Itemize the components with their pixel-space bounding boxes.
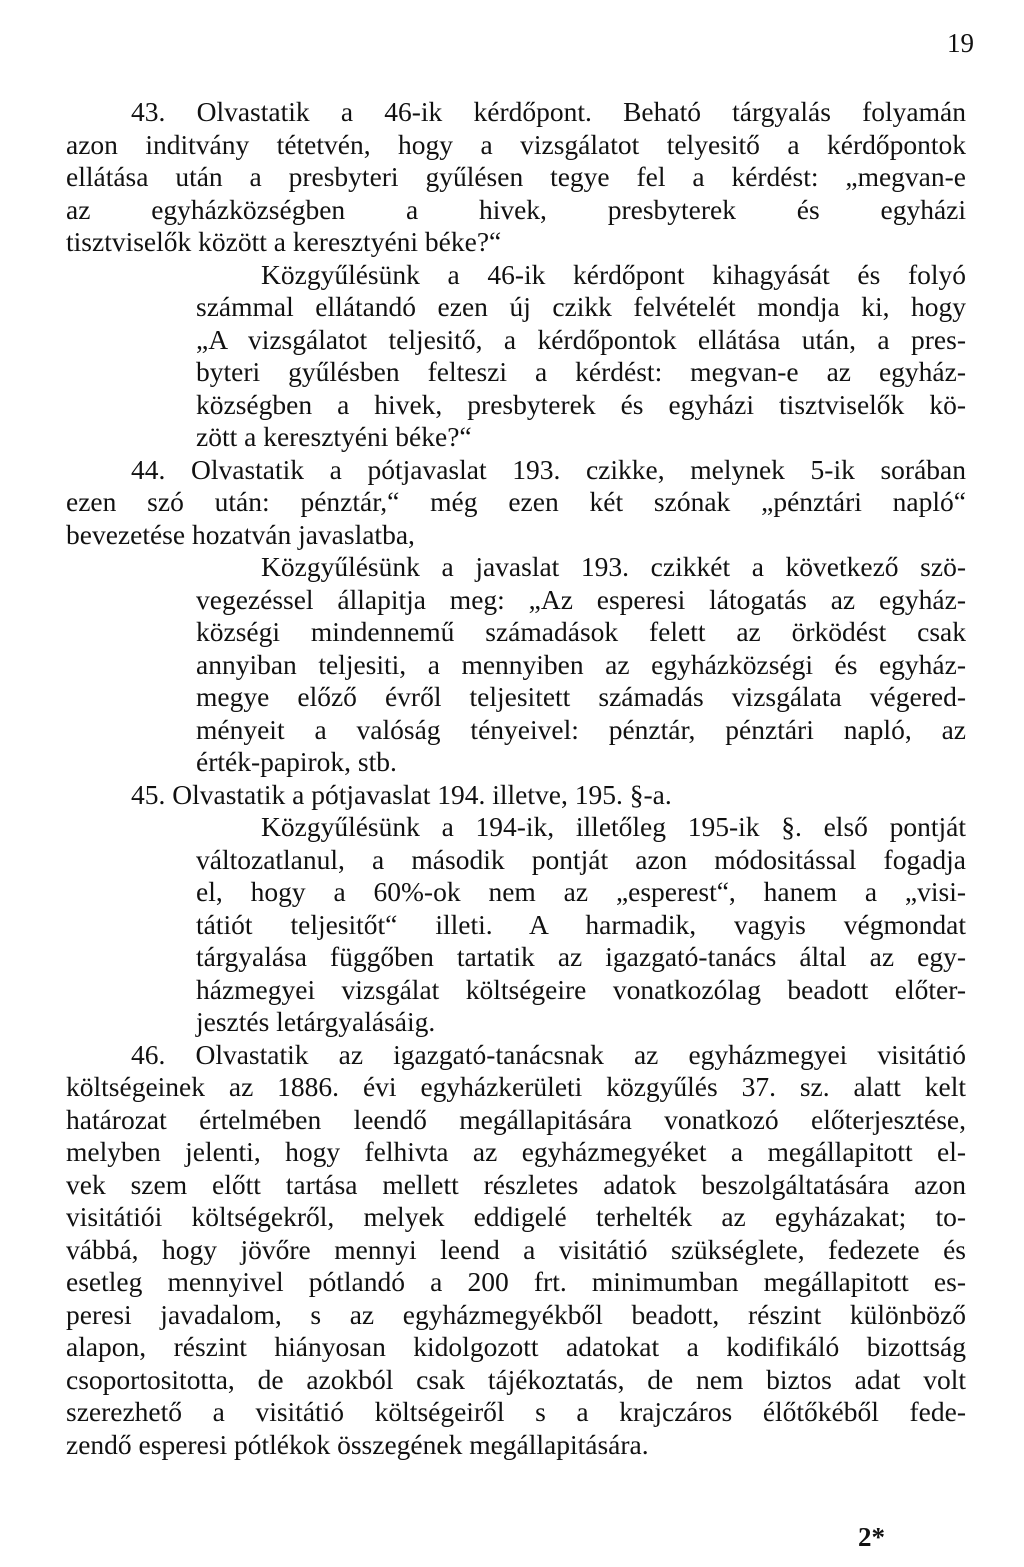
text-line: számmal ellátandó ezen új czikk felvételét mondja ki, hogy — [196, 291, 966, 322]
signature-mark: 2* — [858, 1522, 885, 1552]
text-line: 45. Olvastatik a pótjavaslat 194. illetve, 195. §-a. — [131, 778, 672, 810]
text-line: költségeinek az 1886. évi egyházkerületi közgyűlés 37. sz. alatt kelt — [66, 1071, 966, 1102]
text-line: melyben jelenti, hogy felhivta az egyházmegyéket a megállapitott el- — [66, 1136, 966, 1167]
text-line: vábbá, hogy jövőre mennyi leend a visitátió szükséglete, fedezete és — [66, 1233, 966, 1265]
text-line: tisztviselők között a keresztyéni béke?“ — [66, 226, 502, 257]
text-line: változatlanul, a második pontját azon módositással fogadja — [196, 843, 966, 875]
text-line: azon inditvány tétetvén, hogy a vizsgálatot telyesitő a kérdőpontok — [66, 128, 966, 160]
text-line: 43. Olvastatik a 46-ik kérdőpont. Beható tárgyalás folyamán — [131, 96, 966, 127]
text-line: szerezhető a visitátió költségeiről s a krajczáros élőtőkéből fede- — [66, 1396, 966, 1427]
text-line: ellátása után a presbyteri gyűlésen tegye fel a kérdést: „megvan-e — [66, 161, 966, 192]
text-line: érték-papirok, stb. — [196, 746, 397, 777]
text-line: csoportositotta, de azokból csak tájékoztatás, de nem biztos adat volt — [66, 1363, 966, 1395]
text-line: bevezetése hozatván javaslatba, — [66, 518, 415, 550]
text-line: Közgyűlésünk a javaslat 193. czikkét a következő szö- — [261, 551, 966, 582]
text-line: 44. Olvastatik a pótjavaslat 193. czikke, melynek 5-ik sorában — [131, 453, 966, 485]
text-line: tárgyalása függőben tartatik az igazgató-tanács által az egy- — [196, 941, 966, 972]
text-line: esetleg mennyivel pótlandó a 200 frt. minimumban megállapitott es- — [66, 1266, 966, 1297]
text-line: zött a keresztyéni béke?“ — [196, 421, 472, 452]
text-line: annyiban teljesiti, a mennyiben az egyházközségi és egyház- — [196, 648, 966, 680]
text-line: ményeit a valóság tényeivel: pénztár, pénztári napló, az — [196, 713, 966, 745]
text-line: zendő esperesi pótlékok összegének megállapitására. — [66, 1428, 649, 1460]
text-line: peresi javadalom, s az egyházmegyékből beadott, részint különböző — [66, 1298, 966, 1330]
text-line: „A vizsgálatot teljesitő, a kérdőpontok ellátása után, a pres- — [196, 323, 966, 355]
text-line: megye előző évről teljesitett számadás vizsgálata végered- — [196, 681, 966, 712]
text-body — [66, 96, 966, 1461]
text-line: alapon, részint hiányosan kidolgozott adatokat a kodifikáló bizottság — [66, 1331, 966, 1362]
text-line: községi mindennemű számadások felett az örködést csak — [196, 616, 966, 647]
text-line: Közgyűlésünk a 46-ik kérdőpont kihagyását és folyó — [261, 258, 966, 290]
text-line: házmegyei vizsgálat költségeire vonatkozólag beadott előter- — [196, 973, 966, 1005]
text-line: ezen szó után: pénztár,“ még ezen két szónak „pénztári napló“ — [66, 486, 966, 517]
text-line: községben a hivek, presbyterek és egyházi tisztviselők kö- — [196, 388, 966, 420]
text-line: el, hogy a 60%-ok nem az „esperest“, hanem a „visi- — [196, 876, 966, 907]
text-line: 46. Olvastatik az igazgató-tanácsnak az egyházmegyei visitátió — [131, 1038, 966, 1070]
text-line: jesztés letárgyalásáig. — [196, 1006, 436, 1037]
text-line: határozat értelmében leendő megállapitására vonatkozó előterjesztése, — [66, 1103, 966, 1135]
page-number: 19 — [947, 28, 974, 58]
text-line: byteri gyűlésben felteszi a kérdést: megvan-e az egyház- — [196, 356, 966, 387]
text-line: tátiót teljesitőt“ illeti. A harmadik, vagyis végmondat — [196, 908, 966, 940]
text-line: vegezéssel állapitja meg: „Az esperesi látogatás az egyház- — [196, 583, 966, 615]
text-line: az egyházközségben a hivek, presbyterek és egyházi — [66, 193, 966, 225]
text-line: visitátiói költségekről, melyek eddigelé terhelték az egyházakat; to- — [66, 1201, 966, 1232]
text-line: Közgyűlésünk a 194-ik, illetőleg 195-ik §. első pontját — [261, 811, 966, 842]
text-line: vek szem előtt tartása mellett részletes adatok beszolgáltatására azon — [66, 1168, 966, 1200]
